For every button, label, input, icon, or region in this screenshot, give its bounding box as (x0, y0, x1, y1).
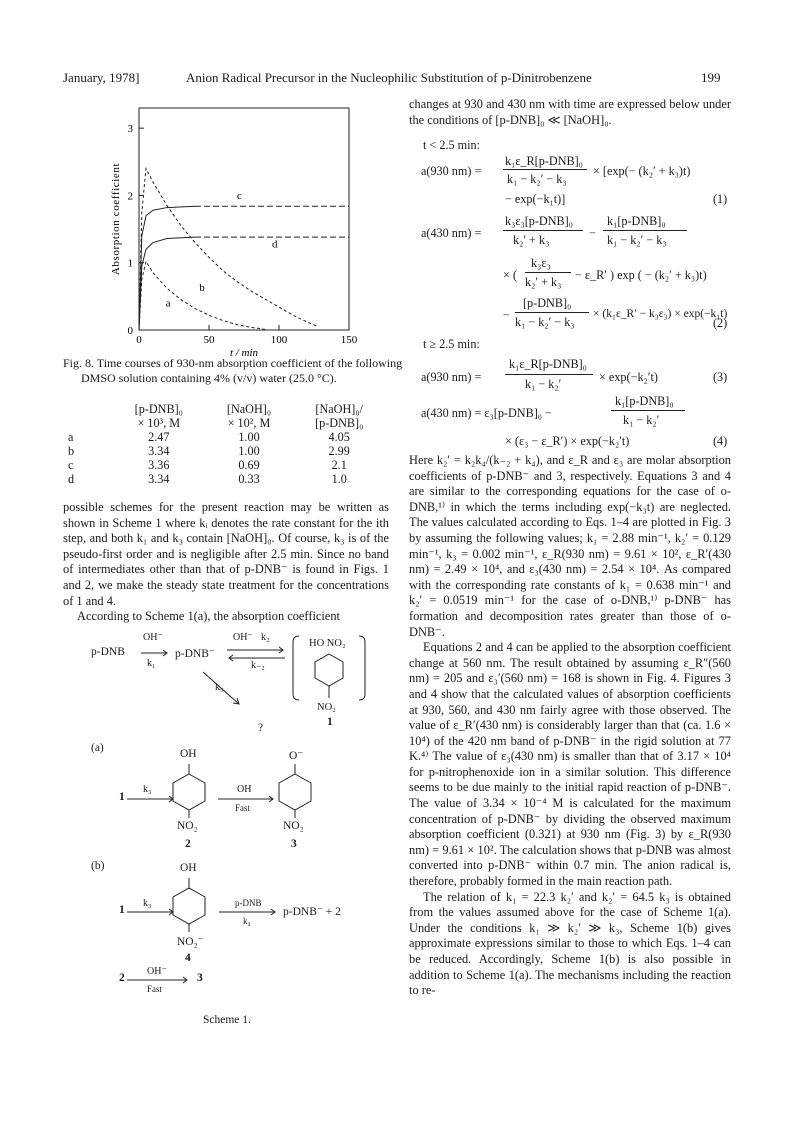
fraction-numerator: k₃ε₃ (531, 256, 551, 270)
substituent-label: OH (180, 748, 197, 760)
equation-lhs: a(430 nm) = (421, 226, 482, 240)
page-number: 199 (701, 70, 721, 85)
reactant-pdnb: p-DNB (91, 646, 125, 658)
fraction-bar (503, 169, 587, 170)
series-line-c (139, 206, 195, 330)
fraction-bar (525, 272, 571, 273)
x-tick-label: 150 (340, 334, 358, 346)
fraction-denominator: k₁ − k₂′ (525, 377, 562, 391)
fraction-bar (611, 410, 685, 411)
curve-label-d: d (272, 238, 278, 251)
equation-lhs: a(930 nm) = (421, 370, 482, 384)
equation-term: × exp(−k₂′t) (599, 370, 658, 384)
series-line-a (139, 261, 265, 330)
table-row: b 3.34 1.00 2.99 (68, 444, 350, 458)
fraction-denominator: k₁ − k₂′ − k₃ (507, 172, 567, 186)
equation-number: (3) (713, 370, 728, 384)
curve-label-a: a (165, 297, 171, 310)
paragraph: possible schemes for the present reaction may be written as shown in Scheme 1 where kᵢ denotes the rate constant for the ith step, and both k₁ and k₃ contain [NaOH]₀. Of course, k₃ is of the pseudo-first order and is negligible after 2.5 min. Since no band of intermediates other than that of p-DNB⁻ is found in Figs. 1 and 2, we make the steady state treatment for the concentrations of 1 and 4. (63, 500, 389, 608)
condition-label: t ≥ 2.5 min: (423, 337, 480, 351)
equation-lhs: a(430 nm) = ε₃[p-DNB]₀ − (421, 406, 552, 420)
x-axis-label: t / min (229, 347, 259, 359)
paragraph: Here k₂′ = k₂k₄/(k₋₂ + k₄), and ε_R and ε₃ are molar absorption coefficients of p-DNB⁻ and 3, respectively. Equations 3 and 4 are similar to the corresponding equations for the case of o-DNB,¹⁾ in which the terms including exp(−k₃t) are neglected. The values calculated according to Eqs. 1–4 are plotted in Fig. 3 by assuming the following values; k₁ = 2.88 min⁻¹, k₂′ = 0.129 min⁻¹, k₃ = 0.002 min⁻¹, ε_R(930 nm) = 9.61 × 10², ε_R′(430 nm) = 2.49 × 10⁴, and ε₃(430 nm) = 2.54 × 10⁴. As compared with the corresponding rate constants of k₁ = 0.638 min⁻¹ and k₂′ = 0.0519 min⁻¹ for the case of o-DNB,¹⁾ p-DNB⁻ has formation and decomposition rates greater than those of o-DNB⁻. (409, 453, 731, 639)
header-date: January, 1978] (63, 70, 140, 85)
fast-label: Fast (147, 984, 163, 994)
equation-term: × [exp(− (k₂′ + k₃)t) (593, 164, 691, 178)
fraction-numerator: k₁[p-DNB]₀ (607, 214, 666, 228)
intermediate-label: HO NO₂ (309, 638, 346, 649)
right-column-text (409, 453, 731, 999)
anion-radical: p-DNB⁻ (175, 648, 215, 660)
y-tick-label: 1 (127, 257, 133, 270)
compound-number: 1 (119, 791, 125, 803)
substituent-label: NO₂⁻ (177, 936, 204, 948)
substituent-label: NO₂ (177, 820, 198, 832)
paragraph: Equations 2 and 4 can be applied to the absorption coefficient change at 560 nm. The result obtained by assuming ε_R″(560 nm) = 205 and ε₃′(560 nm) = 168 is shown in Fig. 4. Figures 3 and 4 show that the calculated values of absorption coefficients at 930, 560, and 430 nm fairly agree with those observed. The value of ε_R′(430 nm) is considerably larger than that (ca. 1.6 × 10⁴) of the 420 nm band of p-DNB⁻ in the rigid solution at 77 K.⁴⁾ The value of ε₃(430 nm) is smaller than that of 3.17 × 10⁴ for p-nitrophenoxide ion in a similar solution. This difference seems to be due mainly to the initial rapid reaction of p-DNB⁻. The value of 3.34 × 10⁻⁴ M is calculated for the maximum concentration of p-DNB⁻ by dividing the observed maximum absorption coefficient (0.321) at 930 nm (Fig. 3) by ε_R(930 nm) = 9.61 × 10². The calculation shows that p-DNB was almost converted into p-DNB⁻ within 0.7 min. The anion radical is, therefore, probably formed in the main reaction path. (409, 640, 731, 889)
paragraph: The relation of k₁ = 22.3 k₂′ and k₂′ = 64.5 k₃ is obtained from the values assumed above for the case of Scheme 1(a). Under the conditions k₁ ≫ k₂′ ≫ k₃, Scheme 1(b) gives approximate expressions similar to those to which Eqs. 1–4 can be reduced. Accordingly, Scheme 1(b) is also possible in addition to Scheme 1(a). The mechanisms including the reaction to re- (409, 889, 731, 998)
figure-caption: Fig. 8. Time courses of 930-nm absorption coefficient of the following DMSO solution containing 4% (v/v) water (25.0 °C). (63, 356, 403, 385)
conditions-table (64, 402, 386, 486)
compound-number: 4 (185, 952, 191, 964)
fraction-numerator: k₁[p-DNB]₀ (615, 394, 674, 408)
table-header-row (64, 402, 386, 430)
scheme-1 (63, 632, 393, 1032)
series-line-d (139, 237, 195, 330)
reagent-label: p-DNB (235, 898, 262, 908)
curve-label-b: b (199, 281, 205, 294)
left-column-text (63, 500, 389, 625)
x-tick-label: 50 (203, 334, 215, 346)
running-title: Anion Radical Precursor in the Nucleophilic Substitution of p-Dinitrobenzene (186, 70, 592, 85)
rate-label: k₃ (143, 784, 152, 795)
compound-number: 3 (197, 972, 203, 984)
rate-label: k₁ (147, 658, 156, 669)
y-tick-label: 3 (127, 123, 133, 136)
x-tick-label: 100 (270, 334, 288, 346)
scheme-part-label: (a) (91, 742, 104, 754)
rate-label: k₃ (143, 898, 152, 909)
equation-term: − exp(−k₁t)] (505, 192, 566, 206)
compound-number: 1 (327, 716, 333, 728)
fraction-denominator: k₁ − k₂′ − k₃ (607, 233, 667, 247)
scheme-drawing (63, 632, 393, 1032)
condition-label: t < 2.5 min: (423, 138, 480, 152)
equation-term: − ε_R′ ) exp ( − (k₂′ + k₃)t) (575, 268, 707, 282)
fraction-bar (505, 374, 593, 375)
fast-label: Fast (235, 803, 251, 813)
compound-number: 3 (291, 838, 297, 850)
compound-number: 1 (119, 904, 125, 916)
substituent-label: NO₂ (317, 702, 336, 713)
fraction-denominator: k₂′ + k₃ (525, 275, 562, 289)
scheme-part-label: (b) (91, 860, 105, 872)
fraction-bar (515, 312, 589, 313)
fraction-numerator: [p-DNB]₀ (523, 296, 572, 310)
equation-number: (2) (713, 316, 728, 330)
fraction-numerator: k₁ε_R[p-DNB]₀ (509, 357, 587, 371)
y-axis-label: Absorption coefficient (110, 162, 122, 276)
reagent-label: OH⁻ (233, 632, 253, 643)
rate-label: k₂ (261, 632, 270, 643)
substituent-label: O⁻ (289, 750, 304, 762)
substituent-label: OH (180, 862, 197, 874)
paragraph: According to Scheme 1(a), the absorption coefficient (77, 609, 340, 624)
rate-label: k₄ (243, 916, 251, 926)
fraction-bar (503, 230, 583, 231)
reagent-label: OH⁻ (147, 966, 167, 977)
plot-frame (139, 108, 349, 330)
reagent-label: OH (237, 784, 252, 795)
fraction-denominator: k₂′ + k₃ (513, 233, 550, 247)
y-tick-label: 2 (127, 190, 133, 203)
x-tick-label: 0 (136, 334, 142, 346)
right-intro: changes at 930 and 430 nm with time are expressed below under the conditions of [p-DNB]₀ ≪ [NaOH]₀. (409, 97, 731, 127)
rate-label: k₅ (215, 682, 224, 693)
fraction-bar (603, 230, 687, 231)
scheme-title: Scheme 1. (203, 1014, 251, 1026)
equation-number: (4) (713, 434, 728, 448)
equation-number: (1) (713, 192, 728, 206)
rate-label: k₋₂ (251, 660, 265, 671)
substituent-label: NO₂ (283, 820, 304, 832)
table-header-cell: [NaOH]₀ × 10², M (226, 402, 272, 430)
reagent-label: OH⁻ (143, 632, 163, 643)
compound-number: 2 (185, 838, 191, 850)
curve-label-c: c (237, 189, 242, 202)
unknown-product: ? (258, 722, 264, 734)
y-tick-label: 0 (127, 325, 133, 337)
fraction-numerator: k₃ε₃[p-DNB]₀ (505, 214, 573, 228)
fraction-numerator: k₁ε_R[p-DNB]₀ (505, 154, 583, 168)
equations-block: t < 2.5 min: a(930 nm) = k₁ε_R[p-DNB]₀ k₁ − k₂′ − k₃ × [exp(− (k₂′ + k₃)t) − exp(−k₁t)] (1) a(430 nm) = k₃ε₃[p-DNB]₀ k₂′ + k₃ − k₁[p-DNB]₀ k₁ − k₂′ − k₃ × ( k₃ε₃ k₂′ + k₃ − ε_R′ ) exp ( − (k₂′ + k₃)t) − [p-DNB]₀ k₁ − k₂′ − k₃ × (k₁ε_R′ − k₃ε₃) × exp(−k₁t) (2) t ≥ 2.5 min: a(930 nm) = k₁ε_R[p-DNB]₀ k₁ − k₂′ × exp(−k₂′t) (3) a(430 nm) = ε₃[p-DNB]₀ − k₁[p-DNB]₀ k₁ − k₂′ × (ε₃ − ε_R′) × exp(−k₂′t) (4) (421, 138, 728, 448)
fraction-denominator: k₁ − k₂′ (623, 413, 660, 427)
table-row: a 2.47 1.00 4.05 (68, 430, 350, 444)
table-row: d 3.34 0.33 1.0 (68, 472, 347, 486)
table-row: c 3.36 0.69 2.1 (68, 458, 347, 472)
equation-lhs: a(930 nm) = (421, 164, 482, 178)
table-header-cell: [p-DNB]₀ × 10³, M (134, 402, 183, 430)
figure-8-chart (105, 100, 365, 360)
equation-term: × (k₁ε_R′ − k₃ε₃) × exp(−k₁t) (593, 308, 728, 320)
table-header-cell: [NaOH]₀/ [p-DNB]₀ (315, 402, 364, 430)
fraction-denominator: k₁ − k₂′ − k₃ (515, 315, 575, 329)
equation-term: × (ε₃ − ε_R′) × exp(−k₂′t) (505, 434, 630, 448)
compound-number: 2 (119, 972, 125, 984)
products-label: p-DNB⁻ + 2 (283, 906, 341, 918)
